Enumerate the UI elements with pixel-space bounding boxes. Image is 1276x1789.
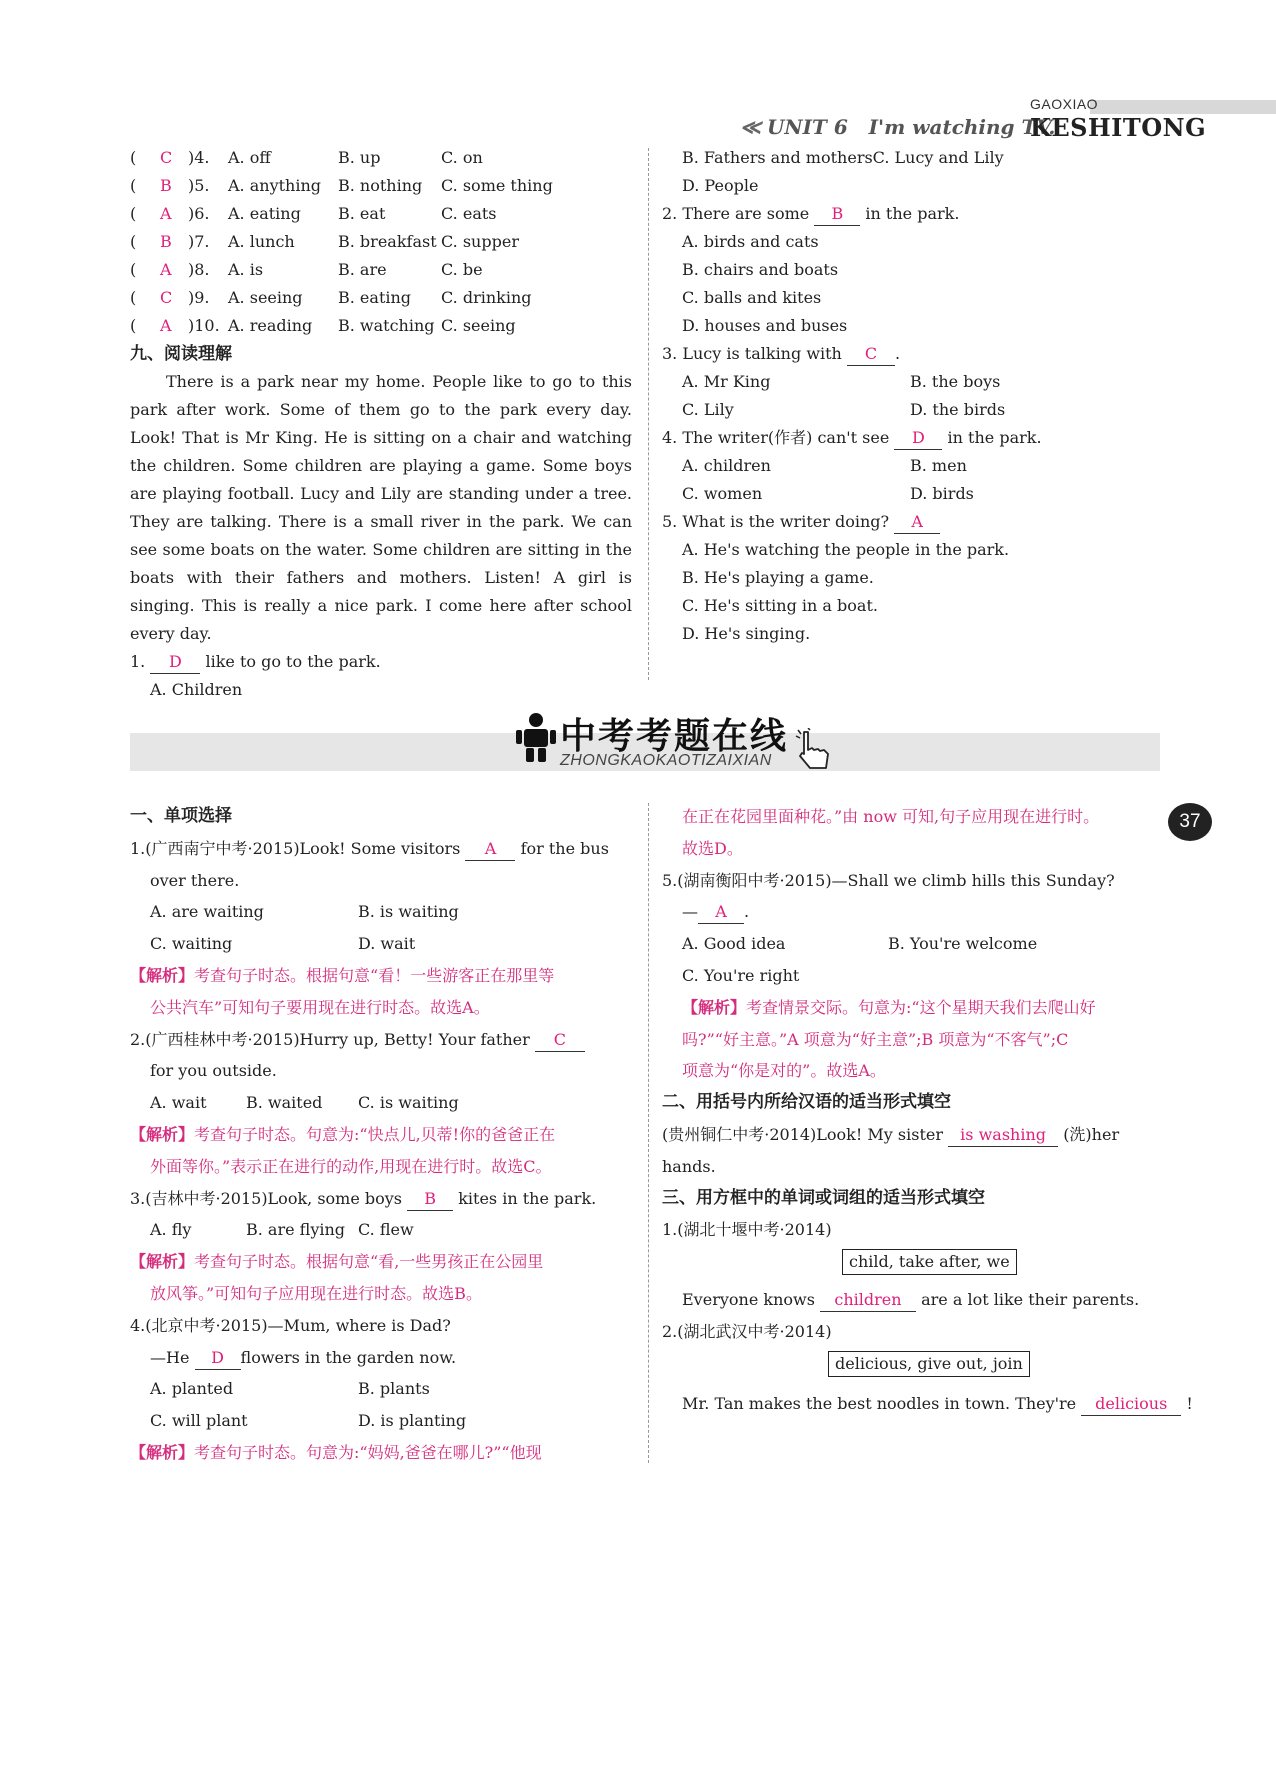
box-q1-wordbox: child, take after, we xyxy=(662,1246,1162,1284)
exam-q4-options: C. will plant D. is planting xyxy=(150,1411,467,1431)
banner-title: 中考考题在线 xyxy=(560,716,789,757)
cloze-answers xyxy=(130,144,632,704)
exam-q1: 1.(广西南宁中考·2015)Look! Some visitors A for the bus xyxy=(130,833,632,865)
reading-q5: 5. What is the writer doing? A xyxy=(662,508,1162,536)
exam-q3-options: A. fly B. are flying C. flew xyxy=(150,1220,414,1240)
column-divider-top xyxy=(648,148,649,680)
fill-q1-cont: hands. xyxy=(662,1156,716,1176)
reading-q5-option: D. He's singing. xyxy=(682,624,811,643)
reading-q2-option: C. balls and kites xyxy=(682,288,822,307)
reading-questions-right xyxy=(662,144,1162,648)
exam-q2-explanation-cont: 外面等你。”表示正在进行的动作,用现在进行时。故选C。 xyxy=(150,1156,552,1176)
header-brand: KESHITONG xyxy=(1030,113,1207,142)
arrows-icon: ≪ xyxy=(740,115,761,139)
reading-q5-option: C. He's sitting in a boat. xyxy=(682,596,878,615)
exam-q1-options: C. waiting D. wait xyxy=(150,934,416,954)
box-q1: Everyone knows children are a lot like their parents. xyxy=(662,1284,1162,1316)
exam-q5: 5.(湖南衡阳中考·2015)—Shall we climb hills this Sunday? xyxy=(662,870,1115,890)
unit-label: UNIT 6 xyxy=(766,115,848,139)
exam-q3: 3.(吉林中考·2015)Look, some boys B kites in the park. xyxy=(130,1183,632,1215)
exam-q3-explanation-cont: 放风筝。”可知句子应用现在进行时态。故选B。 xyxy=(150,1283,482,1303)
exam-q5-line2: — A . xyxy=(662,896,1162,928)
header-unit-title xyxy=(740,115,1055,139)
unit-title: I'm watching TV. xyxy=(868,115,1056,139)
exam-q4: 4.(北京中考·2015)—Mum, where is Dad? xyxy=(130,1315,451,1335)
cloze-row: ( C )4. A. off B. up C. on xyxy=(130,148,483,167)
section-fill-brackets: 二、用括号内所给汉语的适当形式填空 xyxy=(662,1092,951,1113)
reading-q3-options: C. Lily D. the birds xyxy=(682,400,1006,419)
reading-heading: 九、阅读理解 xyxy=(130,344,232,364)
exam-q5-options: A. Good idea B. You're welcome xyxy=(682,934,1038,954)
exam-q5-explanation-cont: 吗?”“好主意。”A 项意为“好主意”;B 项意为“不客气”;C xyxy=(682,1029,1069,1049)
box-q2-wordbox: delicious, give out, join xyxy=(662,1348,1162,1388)
page-number: 37 xyxy=(1168,803,1212,841)
exam-q4-options: A. planted B. plants xyxy=(150,1379,430,1399)
reading-q4: 4. The writer(作者) can't see D in the park. xyxy=(662,424,1162,452)
reading-q2-option: A. birds and cats xyxy=(682,232,819,251)
exam-q3-explanation: 【解析】考查句子时态。根据句意“看,一些男孩正在公园里 xyxy=(130,1252,544,1272)
cloze-row: ( C )9. A. seeing B. eating C. drinking xyxy=(130,288,532,307)
reading-q5-option: B. He's playing a game. xyxy=(682,568,874,587)
reading-q1: 1. D like to go to the park. xyxy=(130,648,632,676)
box-q1-source: 1.(湖北十堰中考·2014) xyxy=(662,1220,832,1240)
pointer-hand-icon xyxy=(794,728,836,778)
header-gaoxiao: GAOXIAO xyxy=(1030,96,1099,112)
banner-subtitle: ZHONGKAOKAOTIZAIXIAN xyxy=(560,752,772,769)
reading-q4-options: A. children B. men xyxy=(682,456,967,475)
person-icon xyxy=(516,712,556,768)
reading-q3-options: A. Mr King B. the boys xyxy=(682,372,1001,391)
exam-q4-line2: —He D flowers in the garden now. xyxy=(130,1342,632,1374)
exam-q1-explanation: 【解析】考查句子时态。根据句意“看！一些游客正在那里等 xyxy=(130,965,555,985)
reading-q4-options: C. women D. birds xyxy=(682,484,974,503)
exam-q4-explanation: 【解析】考查句子时态。句意为:“妈妈,爸爸在哪儿?”“他现 xyxy=(130,1442,542,1462)
exam-q5-explanation-end: 项意为“你是对的”。故选A。 xyxy=(682,1061,886,1081)
fill-q1: (贵州铜仁中考·2014)Look! My sister is washing (洗)her xyxy=(662,1119,1162,1151)
exam-q1-options: A. are waiting B. is waiting xyxy=(150,902,459,922)
reading-q1-option-bc: B. Fathers and mothersC. Lucy and Lily xyxy=(682,148,1004,167)
reading-passage: There is a park near my home. People like to go to this park after work. Some of them go to the park every day. Look! That is Mr King. He is sitting on a chair and watching the children. Some children are playing a game. Some boys are playing football. Lucy and Lily are standing under a tree. They are talking. There is a small river in the park. We can see some boats on the water. Some children are sitting in the boats with their fathers and mothers. Listen! A girl is singing. This is really a nice park. I come here after school every day. xyxy=(130,372,632,643)
reading-q1-option-a: A. Children xyxy=(150,680,243,699)
cloze-row: ( A )10. A. reading B. watching C. seeing xyxy=(130,316,516,335)
exam-q2-explanation: 【解析】考查句子时态。句意为:“快点儿,贝蒂!你的爸爸正在 xyxy=(130,1124,556,1144)
cloze-row: ( A )6. A. eating B. eat C. eats xyxy=(130,204,497,223)
exam-left xyxy=(130,801,632,1469)
column-divider-bottom xyxy=(648,803,649,1463)
exam-q4-explanation-cont: 在正在花园里面种花。”由 now 可知,句子应用现在进行时。 xyxy=(682,807,1100,826)
exam-q5-explanation: 【解析】考查情景交际。句意为:“这个星期天我们去爬山好 xyxy=(682,997,1096,1017)
exam-q4-explanation-end: 故选D。 xyxy=(682,838,743,858)
box-q2: Mr. Tan makes the best noodles in town. They're delicious ! xyxy=(662,1388,1162,1420)
reading-q1-option-d: D. People xyxy=(682,176,759,195)
exam-q5-option-c: C. You're right xyxy=(682,965,800,985)
box-q2-source: 2.(湖北武汉中考·2014) xyxy=(662,1321,832,1341)
reading-q5-option: A. He's watching the people in the park. xyxy=(682,540,1010,559)
cloze-row: ( B )5. A. anything B. nothing C. some thing xyxy=(130,176,553,195)
exam-q2: 2.(广西桂林中考·2015)Hurry up, Betty! Your father C xyxy=(130,1024,632,1056)
reading-q2-option: B. chairs and boats xyxy=(682,260,839,279)
exam-q2-options: A. wait B. waited C. is waiting xyxy=(150,1093,459,1113)
exam-q1-cont: over there. xyxy=(150,870,240,890)
section-single-choice: 一、单项选择 xyxy=(130,806,232,826)
exam-q1-explanation-cont: 公共汽车”可知句子要用现在进行时态。故选A。 xyxy=(150,997,490,1017)
header-bar xyxy=(1090,100,1276,114)
reading-q3: 3. Lucy is talking with C . xyxy=(662,340,1162,368)
section-fill-box: 三、用方框中的单词或词组的适当形式填空 xyxy=(662,1187,985,1208)
cloze-row: ( A )8. A. is B. are C. be xyxy=(130,260,483,279)
reading-q2: 2. There are some B in the park. xyxy=(662,200,1162,228)
cloze-row: ( B )7. A. lunch B. breakfast C. supper xyxy=(130,232,519,251)
q1-answer-blank: D xyxy=(150,651,200,674)
exam-q2-cont: for you outside. xyxy=(150,1061,277,1081)
reading-q2-option: D. houses and buses xyxy=(682,316,848,335)
